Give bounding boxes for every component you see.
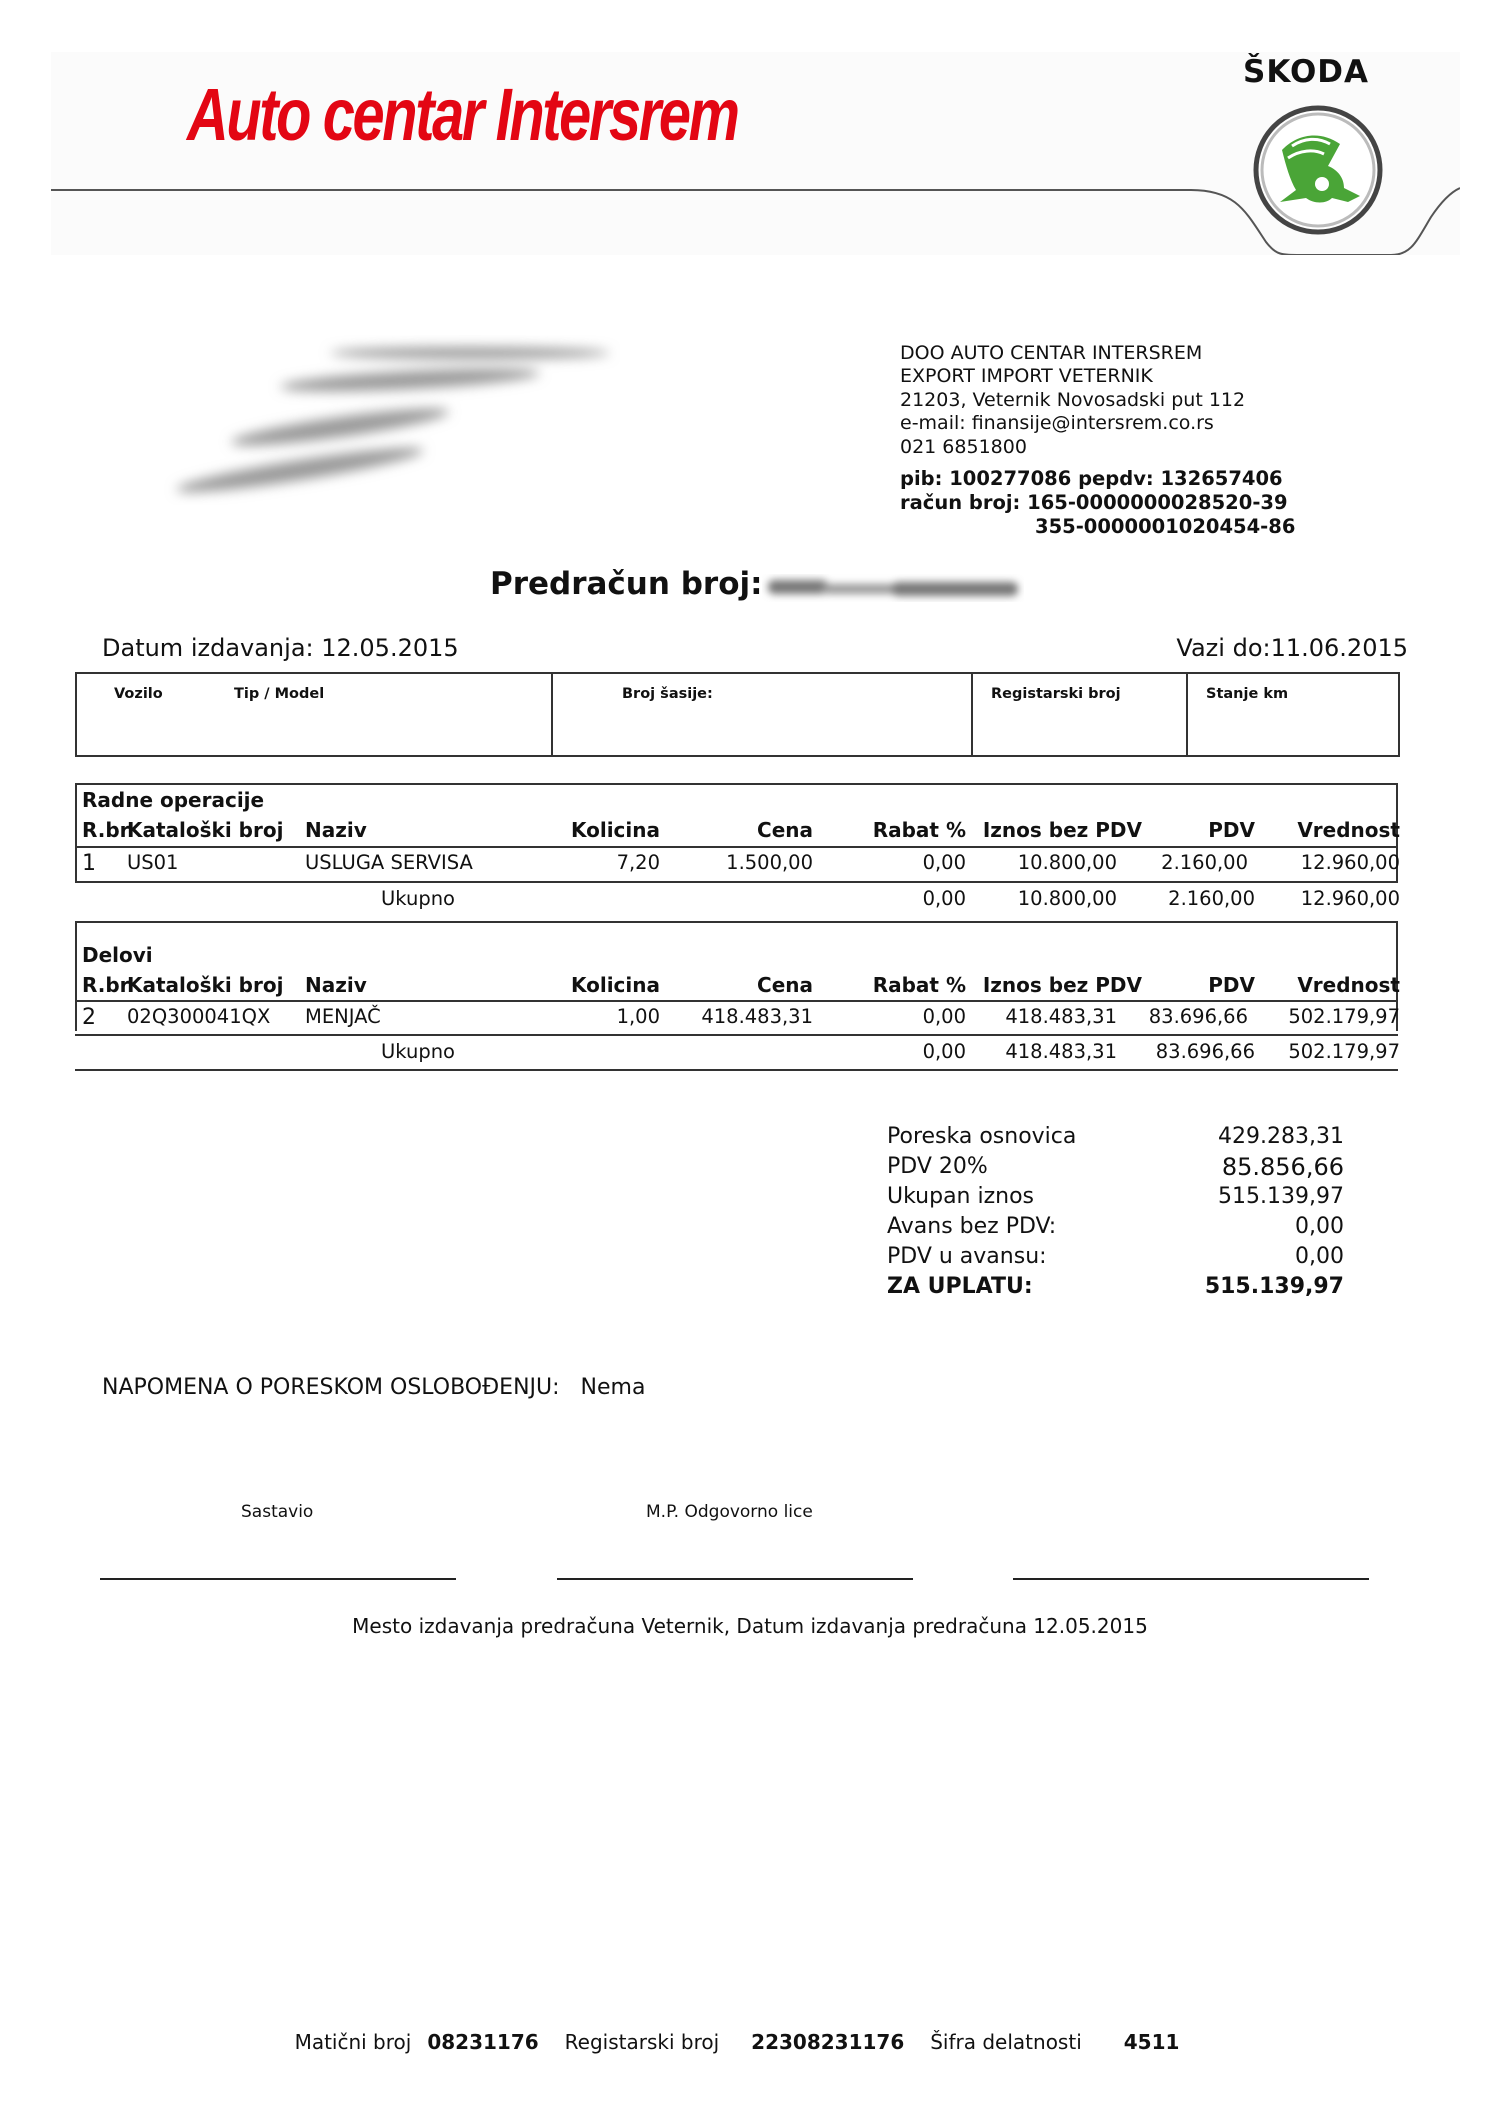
total-amount-label: Ukupan iznos	[887, 1184, 1035, 1209]
col-header-total: Vrednost	[1297, 973, 1400, 997]
signature-line	[100, 1578, 456, 1580]
dealer-logo-text: Auto centar Intersrem	[187, 73, 738, 156]
signature-line	[557, 1578, 913, 1580]
row-discount: 0,00	[922, 851, 966, 874]
vehicle-box-divider	[971, 672, 973, 757]
company-account-1: račun broj: 165-0000000028520-39	[900, 491, 1288, 514]
tax-base-value: 429.283,31	[1218, 1124, 1344, 1149]
col-header-price: Cena	[757, 973, 813, 997]
vehicle-label: Vozilo	[114, 686, 163, 702]
col-header-catalog: Kataloški broj	[127, 818, 284, 842]
company-address: 21203, Veternik Novosadski put 112	[900, 389, 1246, 411]
subtotal-label: Ukupno	[381, 1040, 455, 1063]
activity-code-label: Šifra delatnosti	[930, 2030, 1082, 2054]
col-header-discount: Rabat %	[872, 973, 966, 997]
vat-value: 85.856,66	[1221, 1153, 1344, 1181]
mileage-label: Stanje km	[1206, 686, 1289, 702]
row-net-amount: 10.800,00	[1017, 851, 1117, 874]
blurred-logo-image	[160, 335, 620, 505]
subtotal-total: 502.179,97	[1288, 1040, 1400, 1063]
skoda-logo-icon	[1252, 104, 1384, 236]
tax-exemption-label: NAPOMENA O PORESKOM OSLOBOĐENJU:	[102, 1375, 560, 1400]
amount-due-value: 515.139,97	[1204, 1274, 1344, 1299]
advance-vat-label: PDV u avansu:	[887, 1244, 1047, 1269]
row-catalog-number: 02Q300041QX	[127, 1005, 271, 1028]
table-end-rule	[75, 1069, 1398, 1071]
col-header-discount: Rabat %	[872, 818, 966, 842]
subtotal-vat: 83.696,66	[1155, 1040, 1255, 1063]
vehicle-box-divider	[1186, 672, 1188, 757]
tax-exemption-value: Nema	[580, 1375, 646, 1400]
col-header-quantity: Kolicina	[570, 818, 660, 842]
tax-exemption-note	[102, 1375, 645, 1400]
skoda-wordmark: ŠKODA	[1243, 54, 1370, 90]
col-header-price: Cena	[757, 818, 813, 842]
row-price: 1.500,00	[726, 851, 813, 874]
advance-net-value: 0,00	[1295, 1214, 1344, 1239]
row-total: 502.179,97	[1288, 1005, 1400, 1028]
advance-net-label: Avans bez PDV:	[887, 1214, 1057, 1239]
col-header-catalog: Kataloški broj	[127, 973, 284, 997]
col-header-net-amount: Iznos bez PDV	[982, 973, 1142, 997]
total-amount-value: 515.139,97	[1218, 1184, 1344, 1209]
responsible-person-label: M.P. Odgovorno lice	[646, 1502, 813, 1522]
labor-section-title: Radne operacije	[82, 788, 265, 812]
subtotal-net-amount: 418.483,31	[1005, 1040, 1117, 1063]
registration-number-value: 22308231176	[751, 2030, 905, 2054]
row-item-name: USLUGA SERVISA	[305, 851, 473, 874]
company-phone: 021 6851800	[900, 436, 1027, 458]
place-and-date-of-issue: Mesto izdavanja predračuna Veternik, Datum izdavanja predračuna 12.05.2015	[352, 1614, 1148, 1638]
vehicle-box-divider	[551, 672, 553, 757]
table-row-rule	[75, 1034, 1398, 1036]
row-quantity: 7,20	[616, 851, 660, 874]
col-header-total: Vrednost	[1297, 818, 1400, 842]
chassis-number-label: Broj šasije:	[622, 686, 713, 702]
row-quantity: 1,00	[616, 1005, 660, 1028]
model-label: Tip / Model	[234, 686, 325, 702]
row-price: 418.483,31	[701, 1005, 813, 1028]
document-title: Predračun broj:	[490, 566, 763, 602]
company-tax-ids: pib: 100277086 pepdv: 132657406	[900, 467, 1283, 490]
composed-by-label: Sastavio	[241, 1502, 314, 1522]
col-header-rbr: R.br	[82, 818, 130, 842]
subtotal-net-amount: 10.800,00	[1017, 887, 1117, 910]
advance-vat-value: 0,00	[1295, 1244, 1344, 1269]
signature-line	[1013, 1578, 1369, 1580]
activity-code-value: 4511	[1123, 2030, 1180, 2054]
table-header-rule	[75, 1000, 1398, 1002]
col-header-name: Naziv	[305, 818, 367, 842]
row-total: 12.960,00	[1300, 851, 1400, 874]
company-subtitle: EXPORT IMPORT VETERNIK	[900, 365, 1153, 387]
col-header-vat: PDV	[1208, 973, 1255, 997]
issue-date: Datum izdavanja: 12.05.2015	[102, 634, 459, 662]
registration-number-label: Registarski broj	[564, 2030, 720, 2054]
row-item-name: MENJAČ	[305, 1005, 381, 1028]
table-header-rule	[75, 846, 1398, 848]
valid-until-date: Vazi do:11.06.2015	[1176, 634, 1408, 662]
company-name: DOO AUTO CENTAR INTERSREM	[900, 342, 1203, 364]
col-header-vat: PDV	[1208, 818, 1255, 842]
col-header-rbr: R.br	[82, 973, 130, 997]
row-vat: 83.696,66	[1148, 1005, 1248, 1028]
company-account-2: 355-0000001020454-86	[1035, 515, 1296, 538]
row-catalog-number: US01	[127, 851, 179, 874]
subtotal-discount: 0,00	[922, 1040, 966, 1063]
amount-due-label: ZA UPLATU:	[887, 1274, 1033, 1299]
vat-label: PDV 20%	[887, 1154, 988, 1179]
blurred-document-number	[762, 574, 1024, 602]
vehicle-info-box	[75, 672, 1400, 757]
col-header-quantity: Kolicina	[570, 973, 660, 997]
registry-number-value: 08231176	[427, 2030, 539, 2054]
row-vat: 2.160,00	[1161, 851, 1248, 874]
col-header-net-amount: Iznos bez PDV	[982, 818, 1142, 842]
subtotal-vat: 2.160,00	[1168, 887, 1255, 910]
registration-number-label: Registarski broj	[991, 686, 1121, 702]
subtotal-label: Ukupno	[381, 887, 455, 910]
row-rbr: 2	[82, 1005, 96, 1030]
tax-base-label: Poreska osnovica	[887, 1124, 1077, 1149]
company-email: e-mail: finansije@intersrem.co.rs	[900, 412, 1214, 434]
subtotal-total: 12.960,00	[1300, 887, 1400, 910]
footer-registration-info	[0, 2030, 1500, 2054]
registry-number-label: Matični broj	[294, 2030, 412, 2054]
row-discount: 0,00	[922, 1005, 966, 1028]
col-header-name: Naziv	[305, 973, 367, 997]
row-net-amount: 418.483,31	[1005, 1005, 1117, 1028]
parts-section-title: Delovi	[82, 943, 153, 967]
subtotal-discount: 0,00	[922, 887, 966, 910]
row-rbr: 1	[82, 851, 96, 876]
table-row-rule	[75, 881, 1398, 883]
